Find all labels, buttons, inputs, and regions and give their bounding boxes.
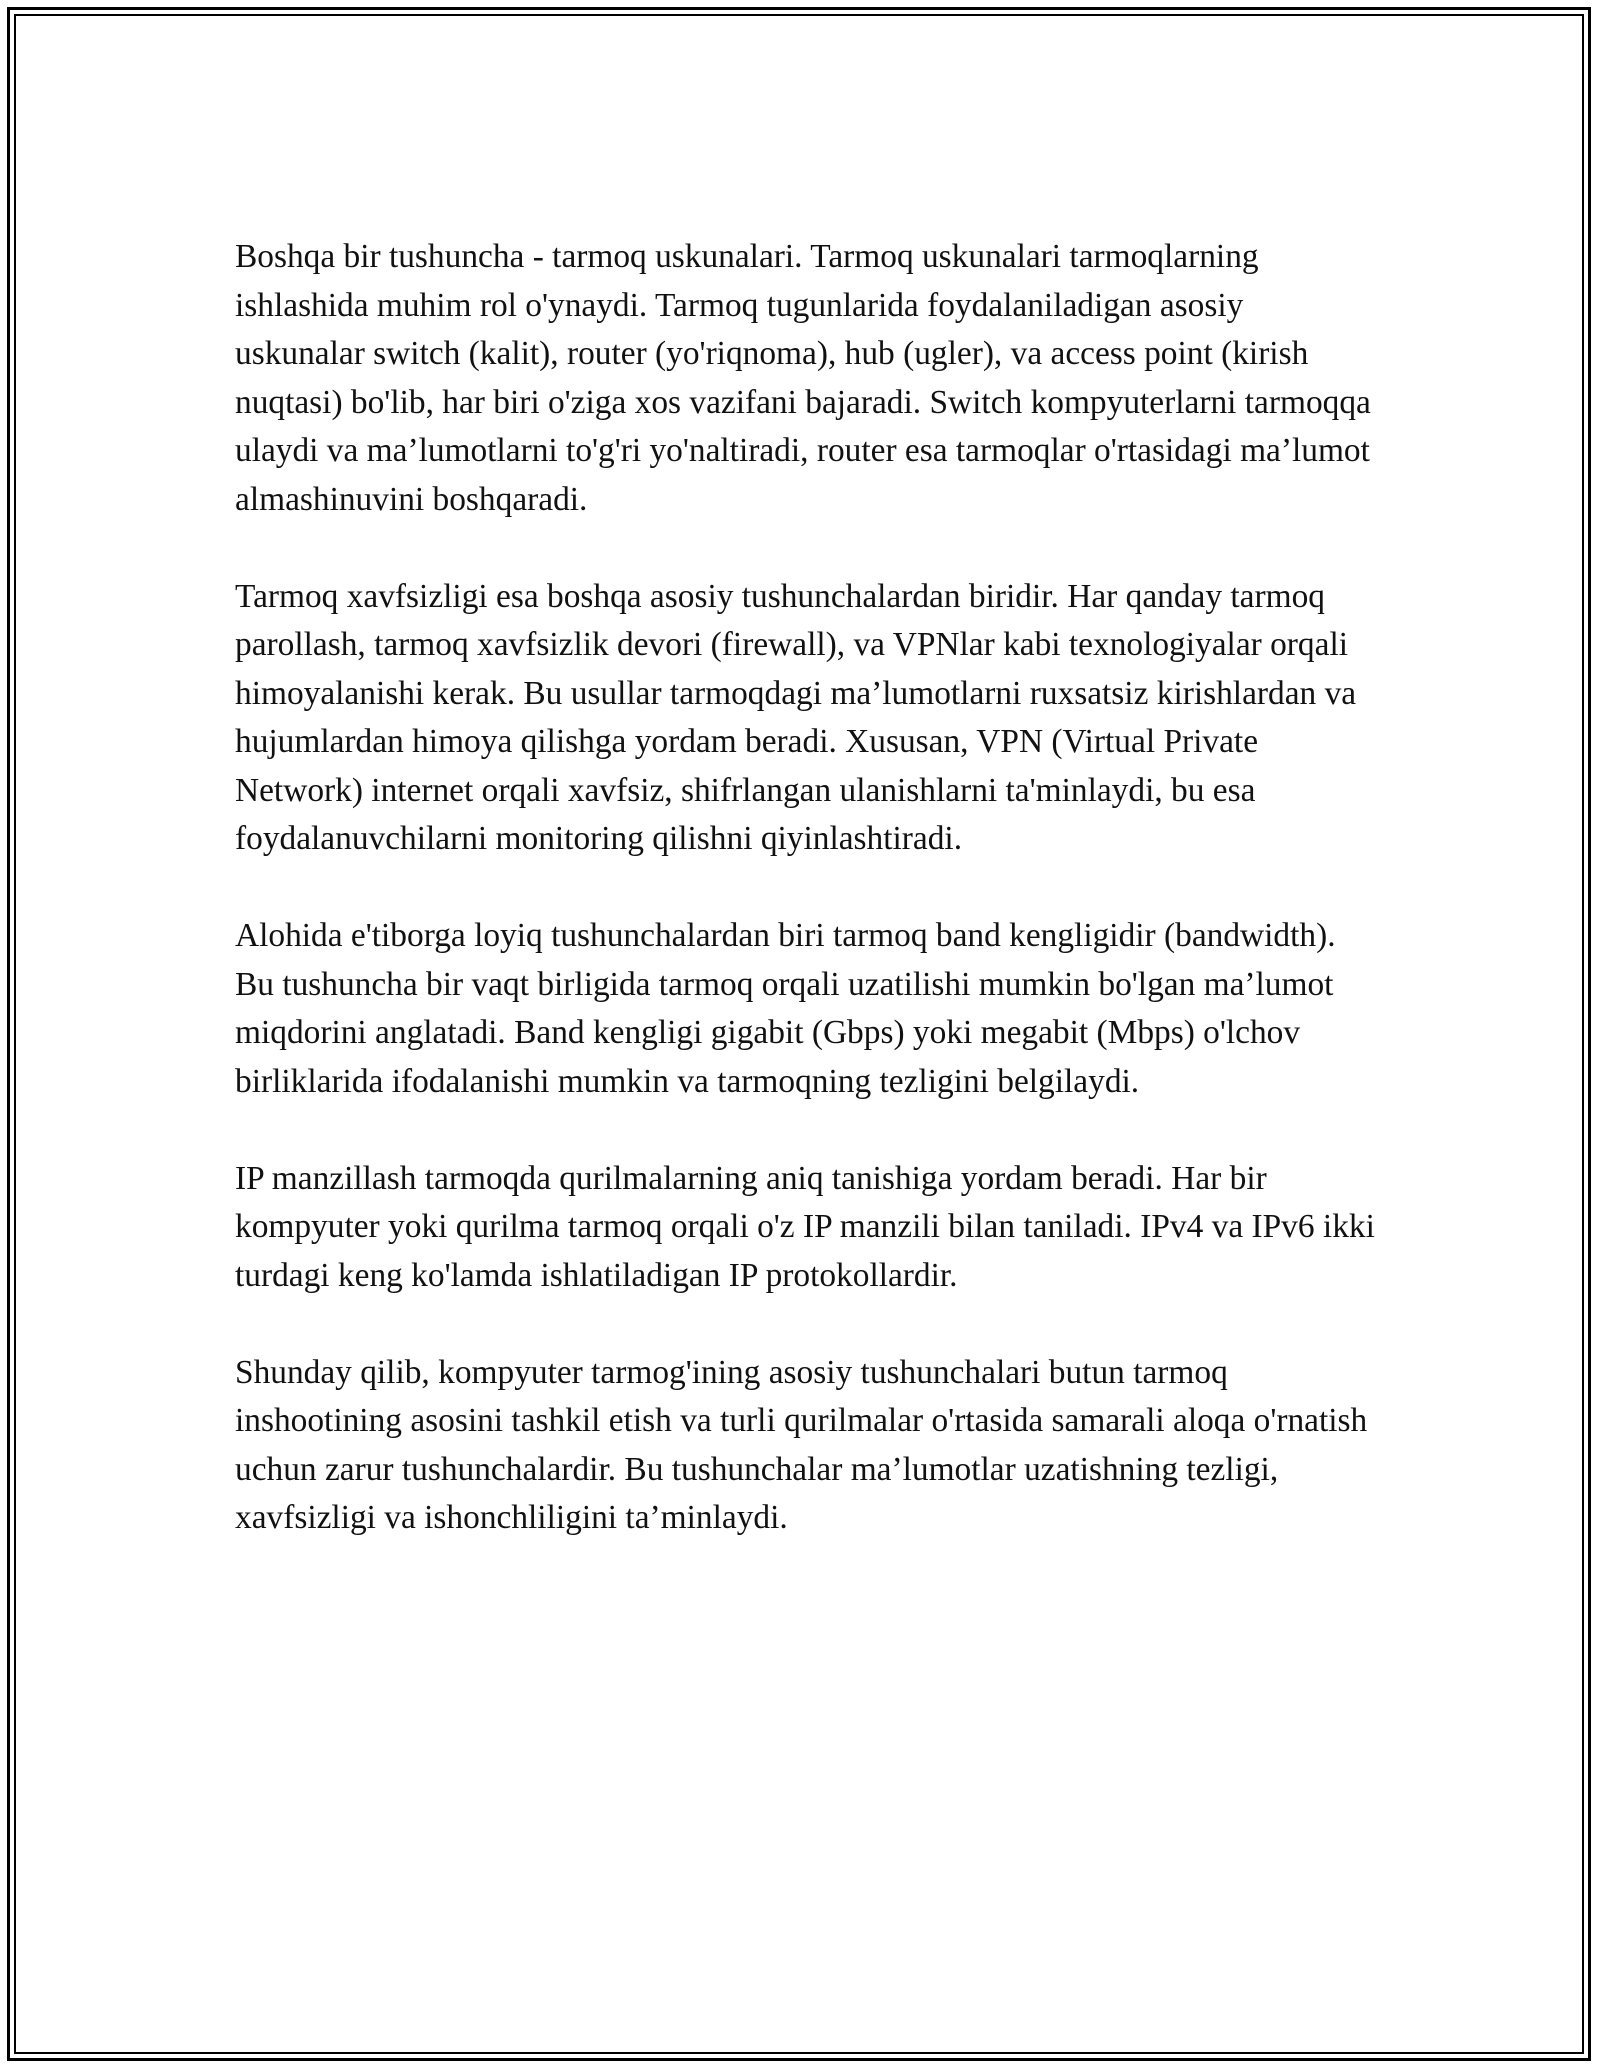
paragraph-network-security: Tarmoq xavfsizligi esa boshqa asosiy tushunchalardan biridir. Har qanday tarmoq parollash, tarmoq xavfsizlik devori (firewall), va VPNlar kabi texnologiyalar orqali himoyalanishi kerak. Bu usullar tarmoqdagi ma’lumotlarni ruxsatsiz kirishlardan va hujumlardan himoya qilishga yordam beradi. Xususan, VPN (Virtual Private Network) internet orqali xavfsiz, shifrlangan ulanishlarni ta'minlaydi, bu esa foydalanuvchilarni monitoring qilishni qiyinlashtiradi. <box>235 577 1357 857</box>
paragraph-network-equipment: Boshqa bir tushuncha - tarmoq uskunalari. Tarmoq uskunalari tarmoqlarning ishlashida muhim rol o'ynaydi. Tarmoq tugunlarida foydalaniladigan asosiy uskunalar switch (kalit), router (yo'riqnoma), hub (ugler), va access point (kirish nuqtasi) bo'lib, har biri o'ziga xos vazifani bajaradi. Switch kompyuterlarni tarmoqqa ulaydi va ma’lumotlarni to'g'ri yo'naltiradi, router esa tarmoqlar o'rtasidagi ma’lumot almashinuvini boshqaradi. <box>235 238 1371 518</box>
paragraph-ip-addressing: IP manzillash tarmoqda qurilmalarning aniq tanishiga yordam beradi. Har bir kompyuter yoki qurilma tarmoq orqali o'z IP manzili bilan taniladi. IPv4 va IPv6 ikki turdagi keng ko'lamda ishlatiladigan IP protokollardir. <box>235 1159 1375 1294</box>
paragraph-conclusion: Shunday qilib, kompyuter tarmog'ining asosiy tushunchalari butun tarmoq inshootining asosini tashkil etish va turli qurilmalar o'rtasida samarali aloqa o'rnatish uchun zarur tushunchalardir. Bu tushunchalar ma’lumotlar uzatishning tezligi, xavfsizligi va ishonchliligini ta’minlaydi. <box>235 1353 1368 1536</box>
paragraph-bandwidth: Alohida e'tiborga loyiq tushunchalardan biri tarmoq band kengligidir (bandwidth). Bu tushuncha bir vaqt birligida tarmoq orqali uzatilishi mumkin bo'lgan ma’lumot miqdorini anglatadi. Band kengligi gigabit (Gbps) yoki megabit (Mbps) o'lchov birliklarida ifodalanishi mumkin va tarmoqning tezligini belgilaydi. <box>235 917 1336 1100</box>
document-body <box>235 233 1375 1543</box>
